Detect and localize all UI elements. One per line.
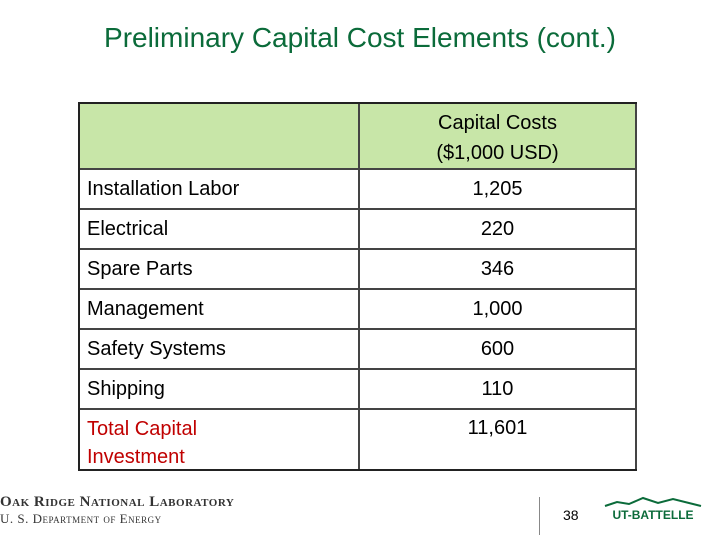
table-total-row	[80, 408, 637, 469]
table-row	[80, 288, 637, 328]
page-number: 38	[563, 507, 579, 523]
header-line-2: ($1,000 USD)	[436, 142, 559, 164]
table-row	[80, 328, 637, 368]
row-label: Installation Labor	[87, 177, 240, 200]
mountain-outline-icon	[605, 498, 701, 506]
row-value: 600	[358, 330, 637, 368]
table-row	[80, 168, 637, 208]
logo-text: UT-BATTELLE	[612, 508, 694, 522]
row-value: 1,205	[358, 170, 637, 208]
row-value: 110	[358, 370, 637, 408]
row-value: 346	[358, 250, 637, 288]
row-label: Management	[87, 297, 204, 320]
footer-divider	[539, 497, 540, 535]
header-line-1: Capital Costs	[438, 112, 557, 134]
row-value: 220	[358, 210, 637, 248]
table-row	[80, 368, 637, 408]
total-label-line-2: Investment	[87, 446, 185, 468]
ornl-logo	[0, 494, 234, 527]
org-department: U. S. Department of Energy	[0, 511, 162, 526]
ut-battelle-logo	[603, 494, 703, 522]
total-value: 11,601	[358, 410, 637, 469]
header-left-cell	[80, 104, 358, 168]
row-value: 1,000	[358, 290, 637, 328]
slide-title: Preliminary Capital Cost Elements (cont.)	[104, 22, 616, 53]
row-label: Safety Systems	[87, 337, 226, 360]
row-label: Electrical	[87, 217, 169, 240]
total-label-line-1: Total Capital	[87, 418, 198, 440]
table-header-row	[80, 104, 637, 168]
row-label: Shipping	[87, 377, 165, 400]
table-row	[80, 208, 637, 248]
table-row	[80, 248, 637, 288]
total-label	[80, 410, 358, 469]
header-capital-costs-cell	[358, 104, 637, 168]
capital-cost-table	[78, 102, 637, 471]
row-label: Spare Parts	[87, 257, 193, 280]
org-name: Oak Ridge National Laboratory	[0, 494, 235, 510]
